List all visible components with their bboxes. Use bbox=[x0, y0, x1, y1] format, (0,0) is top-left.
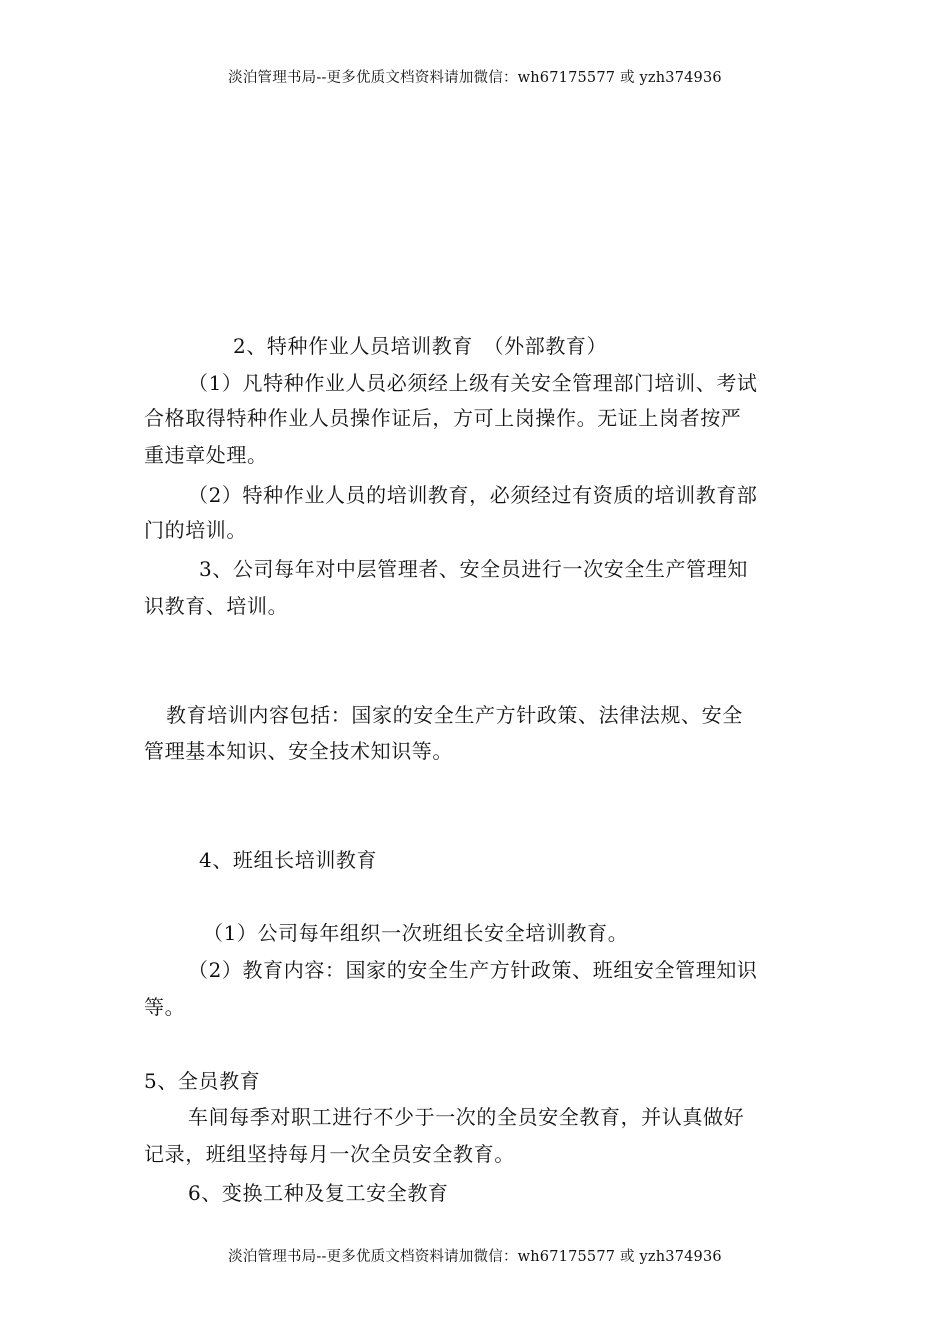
item-4-1: （1）公司每年组织一次班组长安全培训教育。 bbox=[203, 921, 629, 945]
item-2-2-line-1: （2）特种作业人员的培训教育，必须经过有资质的培训教育部 bbox=[188, 483, 758, 507]
page-header: 淡泊管理书局--更多优质文档资料请加微信：wh67175577 或 yzh374936 bbox=[228, 70, 722, 86]
item-2-1-line-1: （1）凡特种作业人员必须经上级有关安全管理部门培训、考试 bbox=[188, 371, 758, 395]
section-5-heading: 5、全员教育 bbox=[144, 1069, 261, 1093]
section-6-heading: 6、变换工种及复工安全教育 bbox=[188, 1181, 449, 1205]
item-2-2-line-2: 门的培训。 bbox=[144, 518, 247, 542]
section-2-heading: 2、特种作业人员培训教育 （外部教育） bbox=[233, 334, 608, 358]
content-line-2: 管理基本知识、安全技术知识等。 bbox=[144, 739, 453, 763]
section-5-line-2: 记录，班组坚持每月一次全员安全教育。 bbox=[144, 1142, 515, 1166]
section-3-line-2: 识教育、培训。 bbox=[144, 594, 289, 618]
section-5-line-1: 车间每季对职工进行不少于一次的全员安全教育，并认真做好 bbox=[188, 1105, 745, 1129]
item-4-2-line-2: 等。 bbox=[144, 995, 186, 1019]
page-footer: 淡泊管理书局--更多优质文档资料请加微信：wh67175577 或 yzh374936 bbox=[228, 1249, 722, 1265]
item-2-1-line-2: 合格取得特种作业人员操作证后，方可上岗操作。无证上岗者按严 bbox=[144, 406, 742, 430]
section-3-line-1: 3、公司每年对中层管理者、安全员进行一次安全生产管理知 bbox=[199, 557, 748, 581]
section-4-heading: 4、班组长培训教育 bbox=[199, 848, 378, 872]
content-line-1: 教育培训内容包括：国家的安全生产方针政策、法律法规、安全 bbox=[166, 703, 743, 727]
item-4-2-line-1: （2）教育内容：国家的安全生产方针政策、班组安全管理知识 bbox=[188, 958, 758, 982]
item-2-1-line-3: 重违章处理。 bbox=[144, 443, 268, 467]
